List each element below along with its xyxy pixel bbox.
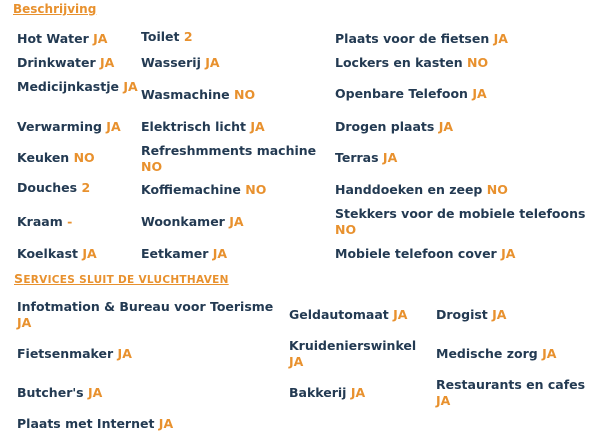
service-label: Bakkerij — [289, 385, 347, 400]
service-label: Fietsenmaker — [17, 346, 114, 361]
service-label: Butcher's — [17, 385, 84, 400]
amenity-value: NO — [141, 159, 163, 174]
amenity-value: JA — [493, 31, 508, 46]
amenity-toilet — [141, 29, 331, 45]
amenity-value: NO — [335, 222, 357, 237]
service-value: JA — [117, 346, 132, 361]
service-drogist — [436, 307, 596, 323]
amenity-value: JA — [205, 55, 220, 70]
service-value: JA — [87, 385, 103, 400]
amenity-label: Hot Water — [17, 31, 89, 46]
service-tourism-office — [17, 299, 285, 331]
service-value: JA — [17, 315, 32, 330]
amenity-wasserij — [141, 55, 331, 71]
service-label: Infotmation & Bureau voor Toerisme — [17, 299, 274, 314]
section-header-services — [14, 271, 229, 286]
amenity-label: Eetkamer — [141, 246, 209, 261]
amenity-value: NO — [486, 182, 508, 197]
amenity-value: NO — [467, 55, 489, 70]
amenity-value: JA — [250, 119, 265, 134]
amenity-plaats-fietsen — [335, 31, 595, 47]
amenity-value: 2 — [183, 29, 193, 44]
service-label: Medische zorg — [436, 346, 538, 361]
amenity-value: JA — [82, 246, 97, 261]
services-title-rest: ERVICES SLUIT DE VLUCHTHAVEN — [23, 274, 229, 286]
service-label: Restaurants en cafes — [436, 377, 586, 392]
amenity-value: - — [67, 214, 73, 229]
amenity-value: 2 — [81, 180, 91, 195]
service-internet — [17, 416, 285, 432]
amenity-value: JA — [472, 86, 487, 101]
service-fietsenmaker — [17, 346, 285, 362]
amenity-elektrisch-licht — [141, 119, 331, 135]
amenity-label: Refreshmments machine — [141, 143, 317, 158]
amenity-koffiemachine — [141, 182, 331, 198]
amenity-value: JA — [501, 246, 516, 261]
amenity-label: Drinkwater — [17, 55, 96, 70]
service-label: Plaats met Internet — [17, 416, 155, 431]
amenity-hot-water — [17, 31, 137, 47]
amenity-lockers — [335, 55, 595, 71]
amenity-value: JA — [212, 246, 228, 261]
amenity-value: NO — [73, 150, 95, 165]
amenity-label: Handdoeken en zeep — [335, 182, 483, 197]
service-value: JA — [158, 416, 174, 431]
service-label: Drogist — [436, 307, 488, 322]
amenity-openbare-telefoon — [335, 86, 595, 102]
amenity-value: NO — [245, 182, 267, 197]
service-value: JA — [542, 346, 557, 361]
amenity-label: Verwarming — [17, 119, 102, 134]
amenity-label: Wasmachine — [141, 87, 230, 102]
amenity-value: JA — [100, 55, 115, 70]
amenity-label: Lockers en kasten — [335, 55, 463, 70]
amenity-label: Toilet — [141, 29, 180, 44]
amenity-label: Koffiemachine — [141, 182, 241, 197]
amenity-label: Koelkast — [17, 246, 78, 261]
amenity-refreshments — [141, 143, 331, 175]
amenity-value: JA — [438, 119, 454, 134]
services-title-initial: S — [14, 271, 24, 286]
amenity-label: Openbare Telefoon — [335, 86, 468, 101]
service-value: JA — [436, 393, 451, 408]
amenity-value: NO — [234, 87, 256, 102]
service-geldautomaat — [289, 307, 429, 323]
service-value: JA — [393, 307, 408, 322]
amenity-value: JA — [106, 119, 121, 134]
service-medische-zorg — [436, 346, 596, 362]
amenity-mobiele-cover — [335, 246, 595, 262]
amenity-stekkers — [335, 206, 597, 238]
service-bakkerij — [289, 385, 429, 401]
amenity-value: JA — [229, 214, 244, 229]
amenity-label: Douches — [17, 180, 78, 195]
amenity-label: Drogen plaats — [335, 119, 435, 134]
amenity-label: Elektrisch licht — [141, 119, 246, 134]
service-kruidenierswinkel — [289, 338, 429, 370]
amenity-label: Plaats voor de fietsen — [335, 31, 490, 46]
amenity-kraam — [17, 214, 139, 230]
amenity-label: Terras — [335, 150, 379, 165]
amenity-douches — [17, 180, 139, 196]
amenity-verwarming — [17, 119, 139, 135]
amenity-medicijnkastje — [17, 79, 139, 95]
amenity-handdoeken — [335, 182, 595, 198]
amenity-label: Wasserij — [141, 55, 201, 70]
service-label: Geldautomaat — [289, 307, 389, 322]
service-value: JA — [350, 385, 366, 400]
amenity-value: JA — [123, 79, 138, 94]
amenity-value: JA — [93, 31, 108, 46]
amenity-value: JA — [382, 150, 398, 165]
section-header-beschrijving: Beschrijving — [13, 2, 97, 16]
amenity-label: Woonkamer — [141, 214, 225, 229]
amenity-label: Keuken — [17, 150, 70, 165]
amenity-label: Medicijnkastje — [17, 79, 119, 94]
amenity-keuken — [17, 150, 139, 166]
amenity-drogen-plaats — [335, 119, 595, 135]
service-value: JA — [289, 354, 304, 369]
amenity-eetkamer — [141, 246, 331, 262]
amenity-woonkamer — [141, 214, 331, 230]
service-restaurants — [436, 377, 596, 409]
service-butchers — [17, 385, 285, 401]
amenity-drinkwater — [17, 55, 137, 71]
service-label: Kruidenierswinkel — [289, 338, 417, 353]
amenity-wasmachine — [141, 87, 331, 103]
amenity-terras — [335, 150, 595, 166]
service-value: JA — [492, 307, 507, 322]
amenity-label: Mobiele telefoon cover — [335, 246, 497, 261]
amenity-koelkast — [17, 246, 139, 262]
amenity-label: Stekkers voor de mobiele telefoons — [335, 206, 586, 221]
amenity-label: Kraam — [17, 214, 63, 229]
